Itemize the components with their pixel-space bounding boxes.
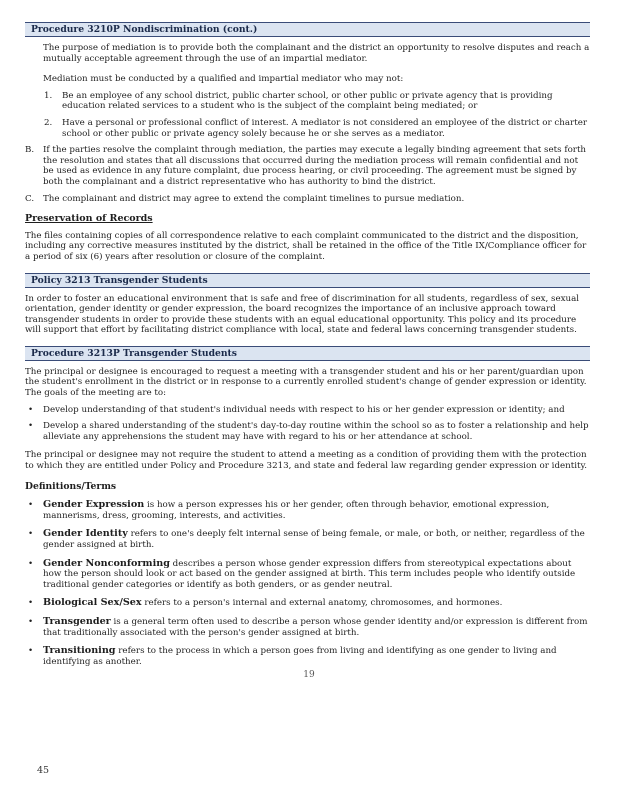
bullet-glyph: • — [28, 500, 34, 511]
bullet-item-1 — [25, 405, 590, 416]
bullet-glyph: • — [28, 616, 34, 627]
heading-preservation-of-records: Preservation of Records — [25, 213, 153, 225]
definition-item — [25, 500, 590, 521]
definition-item — [25, 617, 590, 638]
bullet-glyph: • — [28, 598, 34, 609]
definition-item — [25, 598, 590, 609]
list-item-c — [25, 194, 590, 205]
definition-text: is how a person expresses his or her gender, often through behavior, emotional expression, mannerisms, dress, grooming, interests, and activities. — [43, 500, 550, 521]
paragraph-records: The files containing copies of all correspondence relative to each complaint communicated to the district and the disposition, including any corrective measures instituted by the district, shall be retained in the office of the Title IX/Compliance officer for a period of six (6) years after resolution or closure of the complaint. — [25, 230, 587, 262]
definition-term: Biological Sex/Sex — [43, 597, 142, 609]
section-heading-procedure-cont: Procedure 3210P Nondiscrimination (cont.) — [25, 22, 590, 37]
definition-text: refers to the process in which a person goes from living and identifying as one gender to living and identifying as another. — [43, 646, 557, 667]
bullet-item-2 — [25, 421, 590, 442]
bullet-glyph: • — [28, 558, 34, 569]
bullet-glyph: • — [28, 404, 34, 415]
definition-term: Gender Expression — [43, 499, 145, 511]
definition-term: Gender Nonconforming — [43, 557, 170, 569]
bullet-glyph: • — [28, 421, 34, 432]
list-item-label: C. — [25, 193, 35, 204]
definition-text: is a general term often used to describe a person whose gender identity and/or expression is different from that traditionally associated with the person's gender assigned at birth. — [43, 616, 588, 638]
list-item-label: B. — [25, 145, 35, 156]
paragraph-mediation-conducted: Mediation must be conducted by a qualified and impartial mediator who may not: — [43, 74, 404, 85]
list-item-label: 2. — [44, 117, 53, 128]
document-page — [25, 22, 590, 667]
paragraph-mediation-purpose: The purpose of mediation is to provide both the complainant and the district an opportunity to resolve disputes and reach a mutually acceptable agreement through the use of an impartial mediator. — [43, 43, 590, 64]
list-item-text: Be an employee of any school district, public charter school, or other public or private agency that is providing education related services to a student who is the subject of the complaint being mediated; or — [62, 90, 553, 112]
list-item-text: If the parties resolve the complaint through mediation, the parties may execute a legally binding agreement that sets forth the resolution and states that all discussions that occurred during the mediation process will remain confidential and not be used as evidence in any future complaint, due process hearing, or civil proceeding. The agreement must be signed by both the complainant and a district representative who has authority to bind the district. — [43, 145, 587, 187]
list-item-text: The complainant and district may agree to extend the complaint timelines to pursue mediation. — [43, 193, 465, 204]
definition-item — [25, 559, 590, 591]
page-number: 19 — [303, 670, 315, 680]
definition-term: Gender Identity — [43, 528, 128, 540]
definition-text: refers to a person's internal and external anatomy, chromosomes, and hormones. — [141, 598, 503, 609]
definition-term: Transitioning — [43, 645, 116, 657]
section-heading-procedure: Procedure 3213P Transgender Students — [25, 346, 590, 361]
definition-text: describes a person whose gender expression differs from stereotypical expectations about how the person should look or act based on the gender assigned at birth. This term includes people who identify outside traditional gender categories or identify as both genders, or as gender neutral. — [43, 558, 576, 590]
footer-number: 45 — [37, 765, 50, 776]
section-heading-policy: Policy 3213 Transgender Students — [25, 273, 590, 288]
paragraph-procedure-intro: The principal or designee is encouraged to request a meeting with a transgender student and his or her parent/guardian upon the student's enrollment in the district or in response to a currently enrolled student's change of gender expression or identity. The goals of the meeting are to: — [25, 366, 587, 399]
list-item-1 — [25, 91, 590, 112]
definition-text: refers to one's deeply felt internal sense of being female, or male, or both, or neither, regardless of the gender assigned at birth. — [43, 529, 585, 550]
bullet-text: Develop understanding of that student's individual needs with respect to his or her gender expression or identity; and — [43, 404, 565, 415]
definition-item — [25, 529, 590, 550]
list-item-b — [25, 145, 590, 187]
paragraph-procedure-closing: The principal or designee may not require the student to attend a meeting as a condition of providing them with the protection to which they are entitled under Policy and Procedure 3213, and state and federal law regarding gender expression or identity. — [25, 450, 588, 472]
bullet-glyph: • — [28, 529, 34, 540]
list-item-label: 1. — [44, 90, 53, 101]
definition-item — [25, 646, 590, 667]
paragraph-policy: In order to foster an educational environment that is safe and free of discrimination for all students, regardless of sex, sexual orientation, gender identity or gender expression, the board recognizes the importance of an inclusive approach toward transgender students in order to provide these students with an equal educational opportunity. This policy and its procedure will support that effort by facilitating district compliance with local, state and federal laws concerning transgender students. — [25, 293, 580, 336]
bullet-glyph: • — [28, 646, 34, 657]
bullet-text: Develop a shared understanding of the student's day-to-day routine within the school so as to foster a relationship and help alleviate any apprehensions the student may have with regard to his or her attendance at school. — [43, 421, 589, 442]
definition-term: Transgender — [43, 615, 111, 627]
list-item-text: Have a personal or professional conflict of interest. A mediator is not considered an employee of the district or charter school or other public or private agency solely because he or she serves as a mediator. — [62, 117, 587, 139]
heading-definitions: Definitions/Terms — [25, 480, 117, 492]
list-item-2 — [25, 118, 590, 139]
